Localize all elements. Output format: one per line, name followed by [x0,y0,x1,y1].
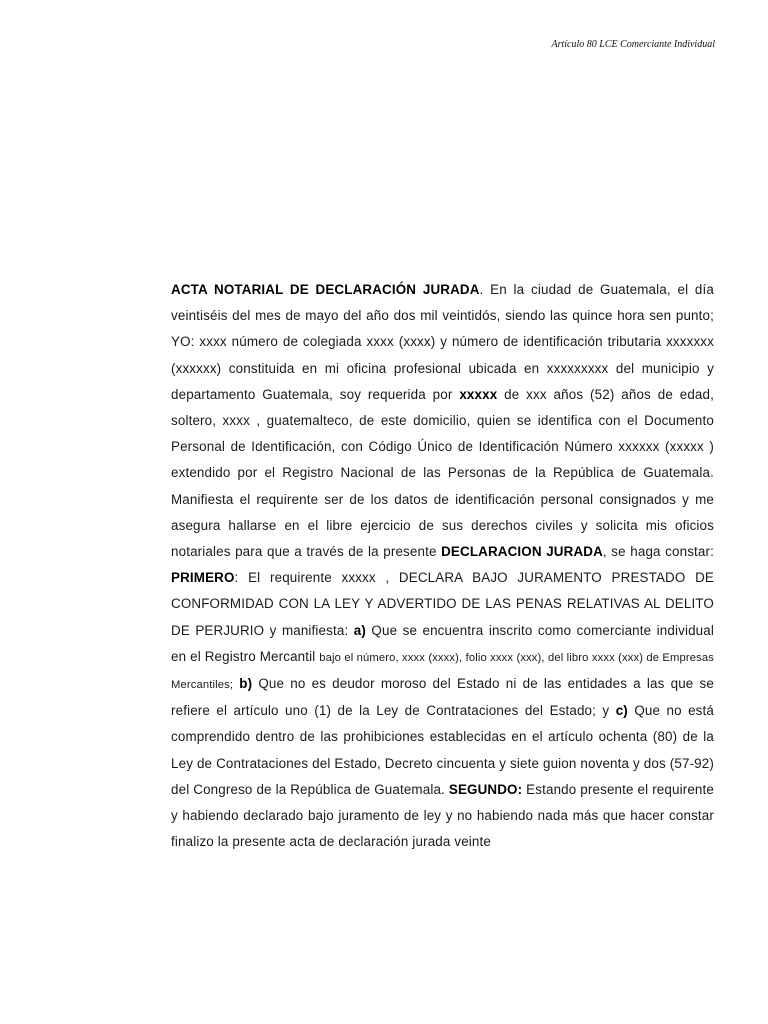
item-c-label: c) [615,703,628,719]
intro-text: . En la ciudad de Guatemala, el día veintiséis del mes de mayo del año dos mil veintidós, siendo las quince hora sen punto; YO: xxxx número de colegiada xxxx (xxxx) y número de identificación tributaria xxxxxxx (xxxxxx) constituida en mi oficina profesional ubicada en xxxxxxxxx del municipio y departamento Guatemala, soy requerida por [171,282,714,402]
running-header: Artículo 80 LCE Comerciante Individual [551,39,715,50]
document-title: ACTA NOTARIAL DE DECLARACIÓN JURADA [171,282,480,297]
declaration-tail: , se haga constar: [602,544,714,560]
document-body [171,277,714,855]
requirer-details: de xxx años (52) años de edad, soltero, xxxx , guatemalteco, de este domicilio, quien se identifica con el Documento Personal de Identificación, con Código Único de Identificación Número xxxxxx (xxxxx ) extendido por el Registro Nacional de las Personas de la República de Guatemala. Manifiesta el requirente ser de los datos de identificación personal consignados y me asegura hallarse en el libre ejercicio de sus derechos civiles y solicita mis oficios notariales para que a través de la presente [171,386,714,560]
requirer-name: xxxxx [459,386,498,402]
first-clause-label: PRIMERO [171,570,235,586]
second-clause-text: Estando presente el requirente y habiendo declarado bajo juramento de ley y no habiendo nada más que hacer constar finalizo la presente acta de declaración jurada veinte [171,781,714,850]
item-a-registry-text: bajo el número, xxxx (xxxx), folio xxxx (xxx), del libro xxxx (xxx) de Empresas Mercantiles; [171,651,714,692]
item-c-text: Que no está comprendido dentro de las prohibiciones establecidas en el artículo ochenta (80) de la Ley de Contrataciones del Estado, Decreto cincuenta y siete guion noventa y dos (57-92) del Congreso de la República de Guatemala. [171,703,714,797]
item-a-label: a) [353,622,366,638]
item-a-text: Que se encuentra inscrito como comerciante individual en el Registro Mercantil [171,622,714,664]
declaration-label: DECLARACION JURADA [441,544,603,560]
item-b-text: Que no es deudor moroso del Estado ni de las entidades a las que se refiere el artículo uno (1) de la Ley de Contrataciones del Estado; y [171,676,714,719]
second-clause-label: SEGUNDO: [448,781,523,797]
first-clause-text: : El requirente xxxxx , DECLARA BAJO JURAMENTO PRESTADO DE CONFORMIDAD CON LA LEY Y ADVERTIDO DE LAS PENAS RELATIVAS AL DELITO DE PERJURIO y manifiesta: [171,570,714,638]
item-b-label: b) [239,676,253,692]
